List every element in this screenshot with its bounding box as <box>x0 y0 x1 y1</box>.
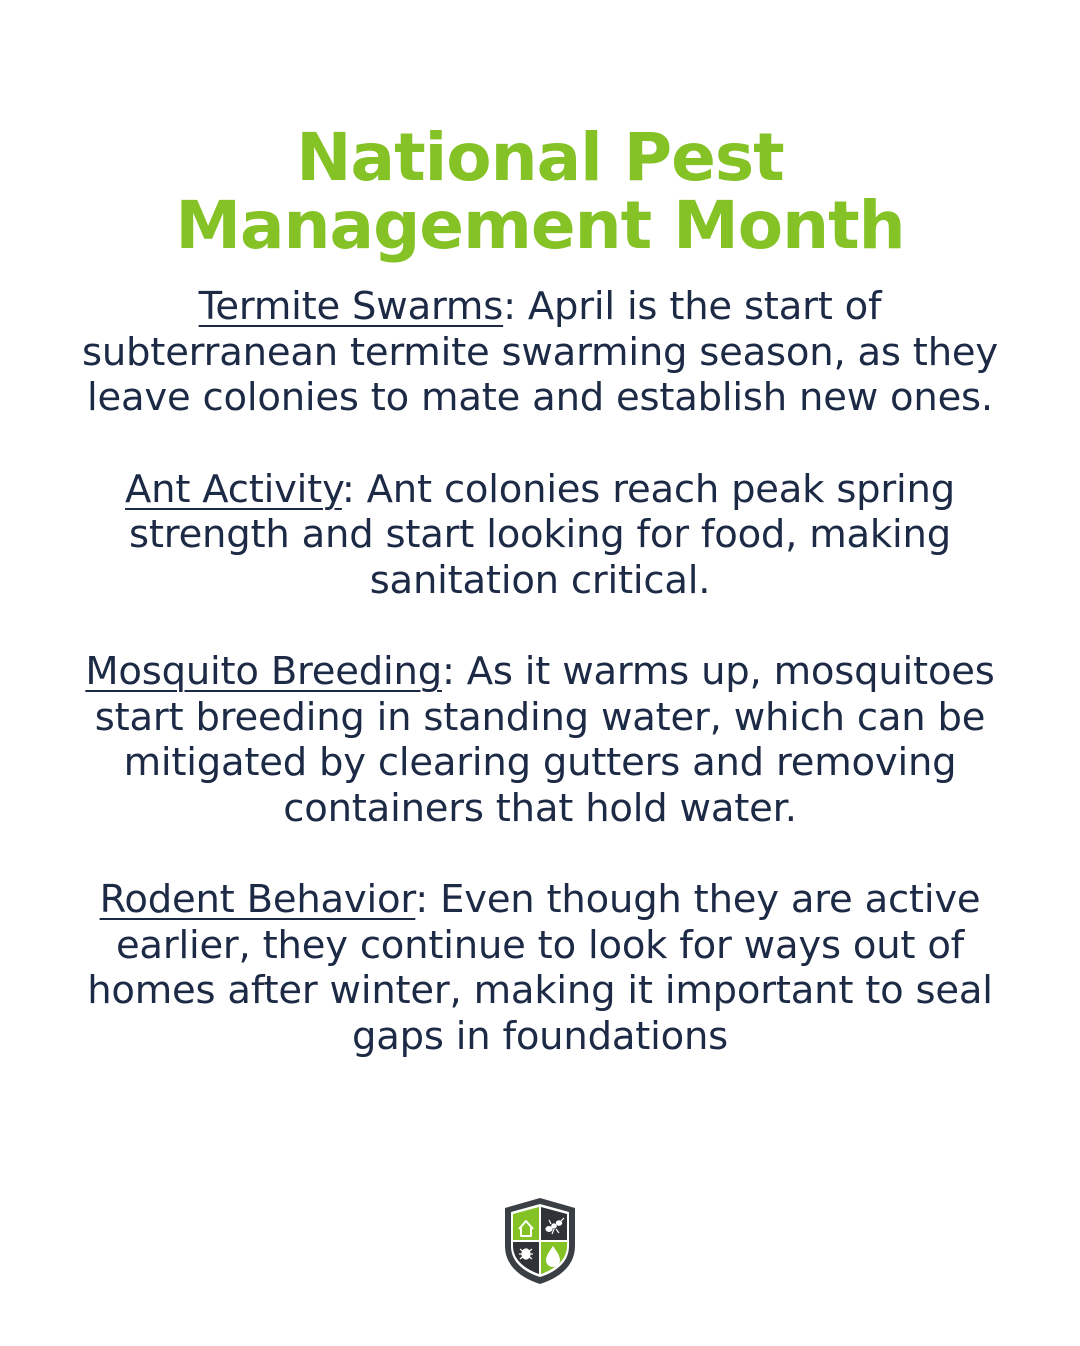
shield-logo-icon <box>503 1196 577 1286</box>
section-ant-activity <box>80 467 1000 604</box>
section-body: : Ant colonies reach peak spring strength and start looking for food, making sanitation critical. <box>129 466 955 603</box>
section-heading: Ant Activity <box>125 466 342 512</box>
content-body <box>80 284 1000 1105</box>
section-heading: Mosquito Breeding <box>85 649 442 694</box>
section-termite-swarms <box>80 284 1000 421</box>
section-body: : As it warms up, mosquitoes start breeding in standing water, which can be mitigated by clearing gutters and removing containers that hold water. <box>94 649 995 831</box>
bug-icon <box>519 1249 533 1259</box>
section-heading: Rodent Behavior <box>99 877 416 922</box>
section-rodent-behavior <box>80 877 1000 1059</box>
section-mosquito-breeding <box>80 649 1000 831</box>
section-body: : Even though they are active earlier, they continue to look for ways out of homes after winter, making it important to seal gaps in foundations <box>87 877 993 1059</box>
title-line-1: National Pest <box>296 119 784 197</box>
section-heading: Termite Swarms <box>198 284 504 329</box>
page-title <box>0 119 1080 265</box>
title-line-2: Management Month <box>175 187 905 265</box>
section-body: : April is the start of subterranean termite swarming season, as they leave colonies to mate and establish new ones. <box>82 284 998 420</box>
